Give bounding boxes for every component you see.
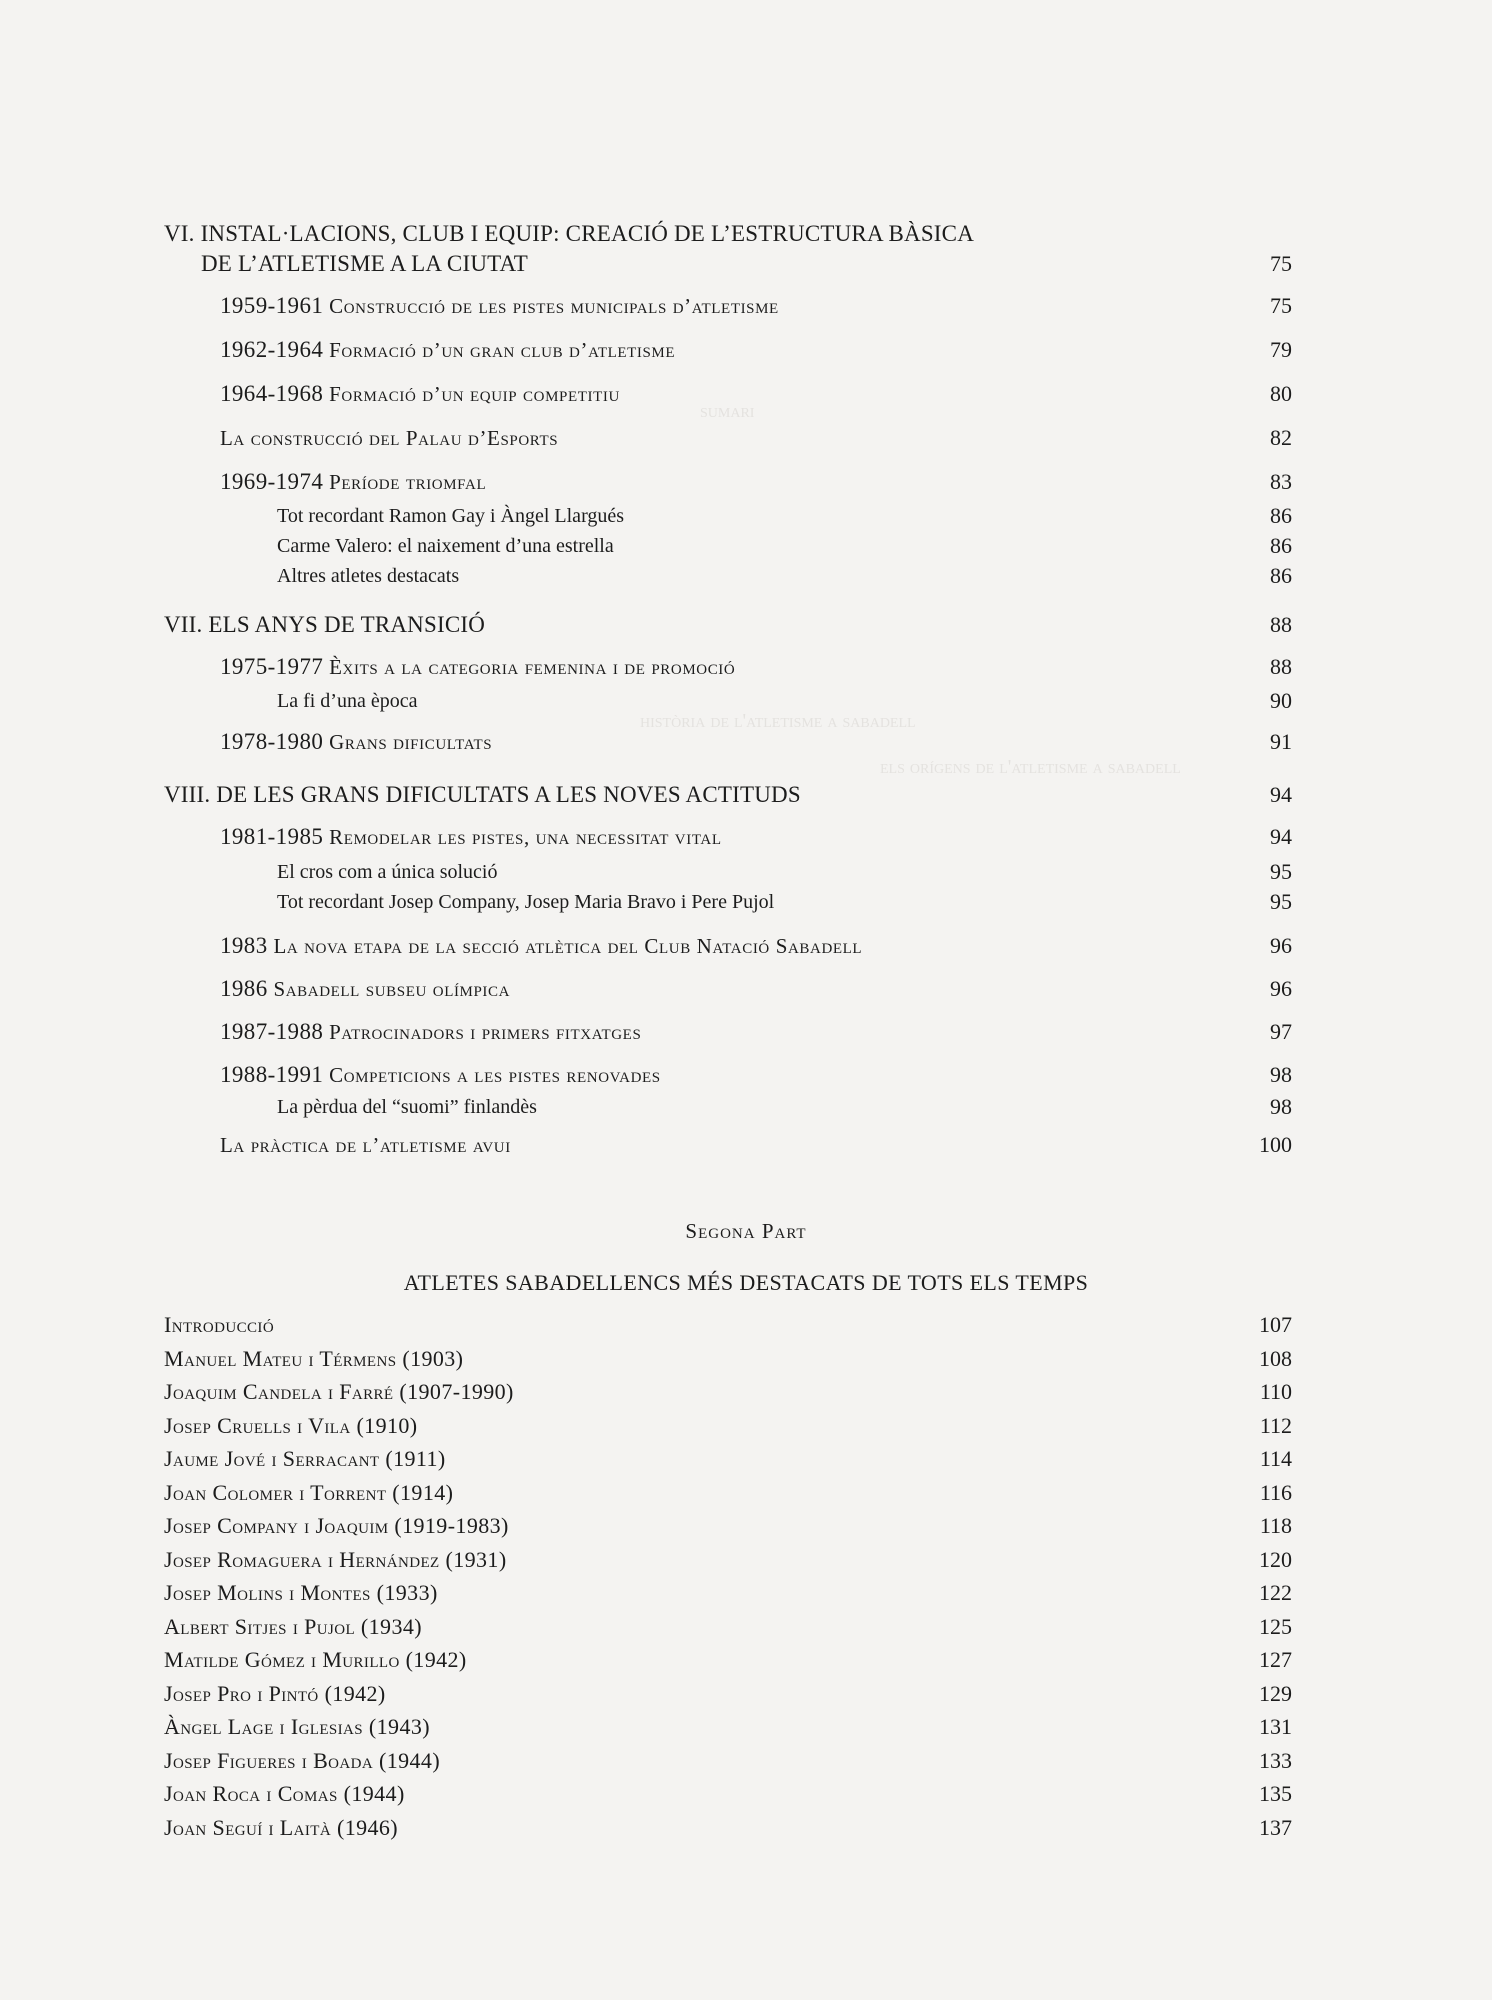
toc-item[interactable] — [0, 885, 1492, 919]
toc-item[interactable] — [0, 855, 1492, 889]
entry-title-wrap — [220, 377, 620, 411]
toc-entry[interactable] — [0, 421, 1492, 455]
page-number: 127 — [1259, 1647, 1292, 1672]
toc-entry[interactable] — [0, 1509, 1492, 1543]
toc-entry[interactable] — [0, 820, 1492, 854]
chapter-title: VI. INSTAL·LACIONS, CLUB I EQUIP: CREACIÓ DE L’ESTRUCTURA BÀSICA — [164, 221, 975, 246]
toc-entry[interactable] — [0, 1375, 1492, 1409]
toc-entry[interactable] — [0, 1710, 1492, 1744]
entry-title: Construcció de les pistes municipals d’atletisme — [329, 294, 779, 318]
toc-entry[interactable] — [0, 1677, 1492, 1711]
section-title-row — [0, 1266, 1492, 1300]
toc-entry[interactable] — [0, 1308, 1492, 1342]
page-number: 79 — [1270, 337, 1292, 362]
page-number: 112 — [1259, 1413, 1292, 1438]
page-number: 86 — [1270, 503, 1292, 528]
entry-title: Patrocinadors i primers fitxatges — [329, 1020, 642, 1044]
entry-year: 1988-1991 — [220, 1062, 324, 1087]
entry-title: Josep Figueres i Boada (1944) — [164, 1748, 441, 1773]
page-number: 133 — [1259, 1748, 1292, 1773]
entry-title: Període triomfal — [329, 470, 487, 494]
entry-title: Josep Pro i Pintó (1942) — [164, 1681, 386, 1706]
entry-title: Joan Seguí i Laità (1946) — [164, 1815, 399, 1840]
entry-year: 1962-1964 — [220, 337, 324, 362]
page-number: 98 — [1270, 1094, 1292, 1119]
toc-entry[interactable] — [0, 1610, 1492, 1644]
toc-entry[interactable] — [0, 1543, 1492, 1577]
entry-title: La construcció del Palau d’Esports — [220, 426, 559, 450]
entry-title: Competicions a les pistes renovades — [329, 1063, 661, 1087]
entry-title-wrap — [220, 1015, 641, 1049]
page-number: 98 — [1270, 1062, 1292, 1087]
chapter-heading[interactable] — [0, 217, 1492, 251]
entry-title: Jaume Jové i Serracant (1911) — [164, 1446, 446, 1471]
item-title: Tot recordant Ramon Gay i Àngel Llargués — [277, 505, 625, 527]
toc-entry[interactable] — [0, 1128, 1492, 1162]
toc-entry[interactable] — [0, 1744, 1492, 1778]
part-label-row — [0, 1214, 1492, 1248]
entry-title: Formació d’un gran club d’atletisme — [329, 338, 676, 362]
page-number: 95 — [1270, 859, 1292, 884]
page-number: 108 — [1259, 1346, 1292, 1371]
item-title: Tot recordant Josep Company, Josep Maria Bravo i Pere Pujol — [277, 891, 775, 913]
bleed-through-text: història de l'atletisme a sabadell — [640, 710, 916, 732]
page-number: 86 — [1270, 563, 1292, 588]
entry-title-wrap — [220, 465, 486, 499]
entry-year: 1975-1977 — [220, 654, 324, 679]
toc-entry[interactable] — [0, 972, 1492, 1006]
page-number: 110 — [1259, 1379, 1292, 1404]
entry-title: La nova etapa de la secció atlètica del Club Natació Sabadell — [273, 934, 863, 958]
toc-entry[interactable] — [0, 929, 1492, 963]
toc-item[interactable] — [0, 684, 1492, 718]
page-number: 97 — [1270, 1019, 1292, 1044]
entry-title-wrap — [220, 1058, 661, 1092]
toc-entry[interactable] — [0, 1576, 1492, 1610]
toc-entry[interactable] — [0, 289, 1492, 323]
toc-entry[interactable] — [0, 1409, 1492, 1443]
toc-item[interactable] — [0, 1090, 1492, 1124]
entry-title: Formació d’un equip competitiu — [329, 382, 620, 406]
toc-entry[interactable] — [0, 1476, 1492, 1510]
page-number: 94 — [1270, 824, 1292, 849]
entry-title: Albert Sitjes i Pujol (1934) — [164, 1614, 422, 1639]
entry-year: 1964-1968 — [220, 381, 324, 406]
entry-title: Èxits a la categoria femenina i de promoció — [329, 655, 736, 679]
entry-title: Joan Roca i Comas (1944) — [164, 1781, 405, 1806]
page-number: 135 — [1259, 1781, 1292, 1806]
entry-year: 1969-1974 — [220, 469, 324, 494]
toc-item[interactable] — [0, 499, 1492, 533]
toc-entry[interactable] — [0, 333, 1492, 367]
chapter-heading[interactable] — [0, 608, 1492, 642]
chapter-heading[interactable] — [0, 778, 1492, 812]
entry-title: Àngel Lage i Iglesias (1943) — [164, 1714, 430, 1739]
page-number: 120 — [1259, 1547, 1292, 1572]
toc-item[interactable] — [0, 559, 1492, 593]
page-number: 137 — [1259, 1815, 1292, 1840]
page-number: 100 — [1259, 1132, 1292, 1157]
page-number: 125 — [1259, 1614, 1292, 1639]
page-number: 96 — [1270, 933, 1292, 958]
toc-entry[interactable] — [0, 1811, 1492, 1845]
chapter-title: VII. ELS ANYS DE TRANSICIÓ — [164, 612, 486, 637]
toc-entry[interactable] — [0, 1442, 1492, 1476]
toc-entry[interactable] — [0, 465, 1492, 499]
page-number: 96 — [1270, 976, 1292, 1001]
page-number: 107 — [1259, 1312, 1292, 1337]
entry-title: Joaquim Candela i Farré (1907-1990) — [164, 1379, 514, 1404]
toc-entry[interactable] — [0, 650, 1492, 684]
entry-title-wrap — [220, 725, 492, 759]
entry-title: Matilde Gómez i Murillo (1942) — [164, 1647, 467, 1672]
item-title: El cros com a única solució — [277, 861, 498, 883]
entry-title: Remodelar les pistes, una necessitat vital — [329, 825, 722, 849]
page-number: 88 — [1270, 612, 1292, 637]
toc-entry[interactable] — [0, 1015, 1492, 1049]
toc-item[interactable] — [0, 529, 1492, 563]
entry-title-wrap — [220, 333, 675, 367]
page-number: 131 — [1259, 1714, 1292, 1739]
entry-year: 1981-1985 — [220, 824, 324, 849]
entry-year: 1959-1961 — [220, 293, 324, 318]
section-title: ATLETES SABADELLENCS MÉS DESTACATS DE TOTS ELS TEMPS — [403, 1270, 1089, 1295]
entry-title: Joan Colomer i Torrent (1914) — [164, 1480, 454, 1505]
toc-entry[interactable] — [0, 1058, 1492, 1092]
page-number: 95 — [1270, 889, 1292, 914]
page-number: 91 — [1270, 729, 1292, 754]
bleed-through-text: els orígens de l'atletisme a sabadell — [880, 756, 1181, 778]
entry-title: Josep Cruells i Vila (1910) — [164, 1413, 418, 1438]
toc-entry[interactable] — [0, 1643, 1492, 1677]
entry-title: Introducció — [164, 1312, 275, 1337]
entry-title: Grans dificultats — [329, 730, 493, 754]
entry-title-wrap — [220, 650, 735, 684]
item-title: La fi d’una època — [277, 690, 418, 712]
entry-title-wrap — [220, 820, 722, 854]
entry-title: Sabadell subseu olímpica — [273, 977, 511, 1001]
page-number: 86 — [1270, 533, 1292, 558]
entry-year: 1978-1980 — [220, 729, 324, 754]
page-number: 116 — [1259, 1480, 1292, 1505]
page-number: 94 — [1270, 782, 1292, 807]
page-number: 88 — [1270, 654, 1292, 679]
page-number: 129 — [1259, 1681, 1292, 1706]
entry-title-wrap — [220, 972, 510, 1006]
item-title: La pèrdua del “suomi” finlandès — [277, 1096, 537, 1118]
page-number: 122 — [1259, 1580, 1292, 1605]
toc-entry[interactable] — [0, 1342, 1492, 1376]
chapter-heading-continued[interactable] — [0, 247, 1492, 281]
toc-entry[interactable] — [0, 1777, 1492, 1811]
page-number: 82 — [1270, 425, 1292, 450]
entry-title-wrap — [220, 289, 779, 323]
page-number: 90 — [1270, 688, 1292, 713]
entry-title: La pràctica de l’atletisme avui — [220, 1133, 511, 1157]
entry-title: Josep Romaguera i Hernández (1931) — [164, 1547, 507, 1572]
bleed-through-text: sumari — [700, 400, 755, 422]
entry-title-wrap — [220, 929, 862, 963]
page-number: 75 — [1270, 293, 1292, 318]
entry-title: Josep Molins i Montes (1933) — [164, 1580, 438, 1605]
page-number: 83 — [1270, 469, 1292, 494]
part-label: Segona Part — [685, 1219, 807, 1243]
item-title: Carme Valero: el naixement d’una estrella — [277, 535, 614, 557]
toc-entry[interactable] — [0, 377, 1492, 411]
chapter-title: VIII. DE LES GRANS DIFICULTATS A LES NOVES ACTITUDS — [164, 782, 801, 807]
page-number: 75 — [1270, 251, 1292, 276]
chapter-title: DE L’ATLETISME A LA CIUTAT — [201, 251, 529, 276]
entry-title: Josep Company i Joaquim (1919-1983) — [164, 1513, 509, 1538]
page-number: 80 — [1270, 381, 1292, 406]
entry-year: 1987-1988 — [220, 1019, 324, 1044]
item-title: Altres atletes destacats — [277, 565, 460, 587]
toc-entry[interactable] — [0, 725, 1492, 759]
entry-year: 1986 — [220, 976, 268, 1001]
entry-title: Manuel Mateu i Térmens (1903) — [164, 1346, 464, 1371]
page-number: 114 — [1259, 1446, 1292, 1471]
entry-year: 1983 — [220, 933, 268, 958]
page-number: 118 — [1259, 1513, 1292, 1538]
